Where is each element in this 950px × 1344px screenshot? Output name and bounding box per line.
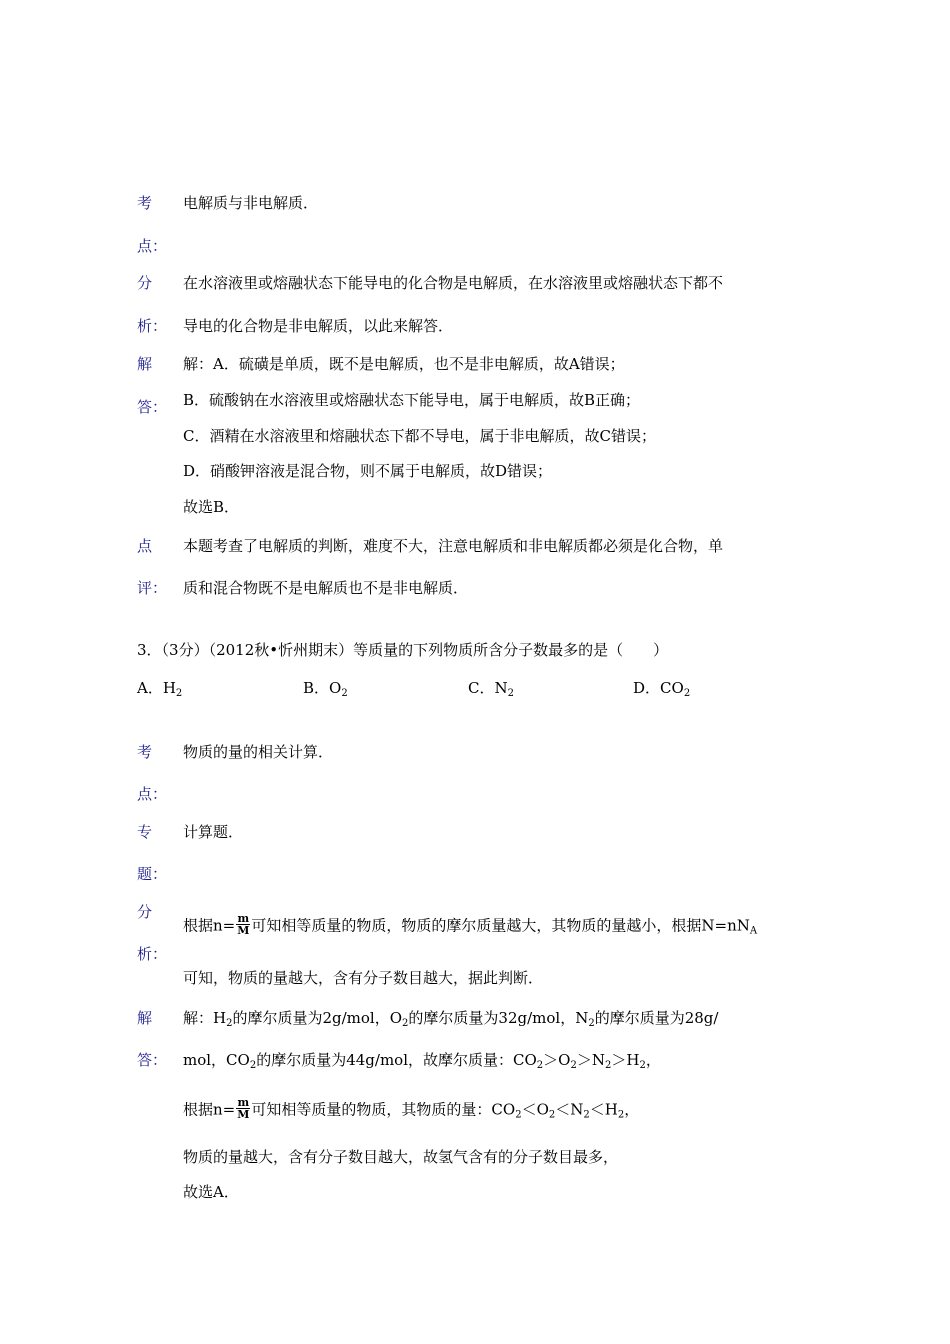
- q3-fenxi-label-1: 分: [137, 903, 153, 921]
- q2-jieda-line: C．酒精在水溶液里和熔融状态下都不导电，属于非电解质，故C错误；: [183, 427, 656, 445]
- q2-kaodian-label-2: 点：: [137, 237, 168, 255]
- q3-fenxi-line-1: 根据n= $\frac{m}{M}$ 可知相等质量的物质，物质的摩尔质量越大，其物质的量越小，根据$N=nN_A$: [183, 912, 758, 937]
- q2-fenxi-line: 在水溶液里或熔融状态下能导电的化合物是电解质，在水溶液里或熔融状态下都不: [183, 274, 724, 292]
- q3-kaodian-text: 物质的量的相关计算．: [183, 743, 334, 761]
- q3-zhuanti-label-1: 专: [137, 823, 153, 841]
- q3-option-c: C．$N_2$: [468, 679, 514, 699]
- q2-kaodian-label-1: 考: [137, 194, 153, 212]
- q3-kaodian-label-1: 考: [137, 743, 153, 761]
- q3-jieda-line-5: 故选A．: [183, 1183, 239, 1201]
- q3-jieda-line-3: 根据n= $\frac{m}{M}$ 可知相等质量的物质，其物质的量：$CO_2<O_2<N_2<H_2$，: [183, 1096, 640, 1121]
- q3-jieda-line-4: 物质的量越大，含有分子数目越大，故氢气含有的分子数目最多，: [183, 1148, 619, 1166]
- q2-jieda-label-1: 解: [137, 355, 153, 373]
- q3-zhuanti-label-2: 题：: [137, 865, 168, 883]
- q2-jieda-line: 解：A．硫磺是单质，既不是电解质，也不是非电解质，故A错误；: [183, 355, 625, 373]
- q3-jieda-line-1: 解：$H_2$的摩尔质量为2g/mol，$O_2$的摩尔质量为32g/mol，$N_2$的摩尔质量为28g/: [183, 1009, 719, 1029]
- q3-stem: 3．（3分）（2012秋•忻州期末）等质量的下列物质所含分子数最多的是（ ）: [137, 641, 669, 659]
- q3-option-b: B．$O_2$: [303, 679, 348, 699]
- q2-jieda-line: D．硝酸钾溶液是混合物，则不属于电解质，故D错误；: [183, 462, 553, 480]
- q3-jieda-label-2: 答：: [137, 1051, 168, 1069]
- q2-dianping-line: 质和混合物既不是电解质也不是非电解质．: [183, 579, 469, 597]
- q2-dianping-label-1: 点: [137, 537, 153, 555]
- q3-option-a: A．$H_2$: [137, 679, 183, 699]
- q3-fenxi-line-2: 可知，物质的量越大，含有分子数目越大，据此判断．: [183, 969, 544, 987]
- q2-dianping-label-2: 评：: [137, 579, 168, 597]
- fraction-m-over-M: $\frac{m}{M}$: [237, 1096, 250, 1121]
- q2-kaodian-text: 电解质与非电解质．: [183, 194, 319, 212]
- q3-jieda-label-1: 解: [137, 1009, 153, 1027]
- q2-jieda-line: B．硫酸钠在水溶液里或熔融状态下能导电，属于电解质，故B正确；: [183, 391, 641, 409]
- fraction-m-over-M: $\frac{m}{M}$: [237, 912, 250, 937]
- q3-jieda-line-2: mol，$CO_2$的摩尔质量为44g/mol，故摩尔质量：$CO_2>O_2>N_2>H_2$，: [183, 1051, 661, 1071]
- q2-jieda-label-2: 答：: [137, 398, 168, 416]
- q3-zhuanti-text: 计算题．: [183, 823, 244, 841]
- q2-fenxi-label-2: 析：: [137, 317, 168, 335]
- q2-dianping-line: 本题考查了电解质的判断，难度不大，注意电解质和非电解质都必须是化合物，单: [183, 537, 724, 555]
- q3-fenxi-label-2: 析：: [137, 945, 168, 963]
- q3-kaodian-label-2: 点：: [137, 785, 168, 803]
- q3-option-d: D．$CO_2$: [633, 679, 691, 699]
- q2-jieda-line: 故选B．: [183, 498, 240, 516]
- q2-fenxi-line: 导电的化合物是非电解质，以此来解答．: [183, 317, 454, 335]
- q2-fenxi-label-1: 分: [137, 274, 153, 292]
